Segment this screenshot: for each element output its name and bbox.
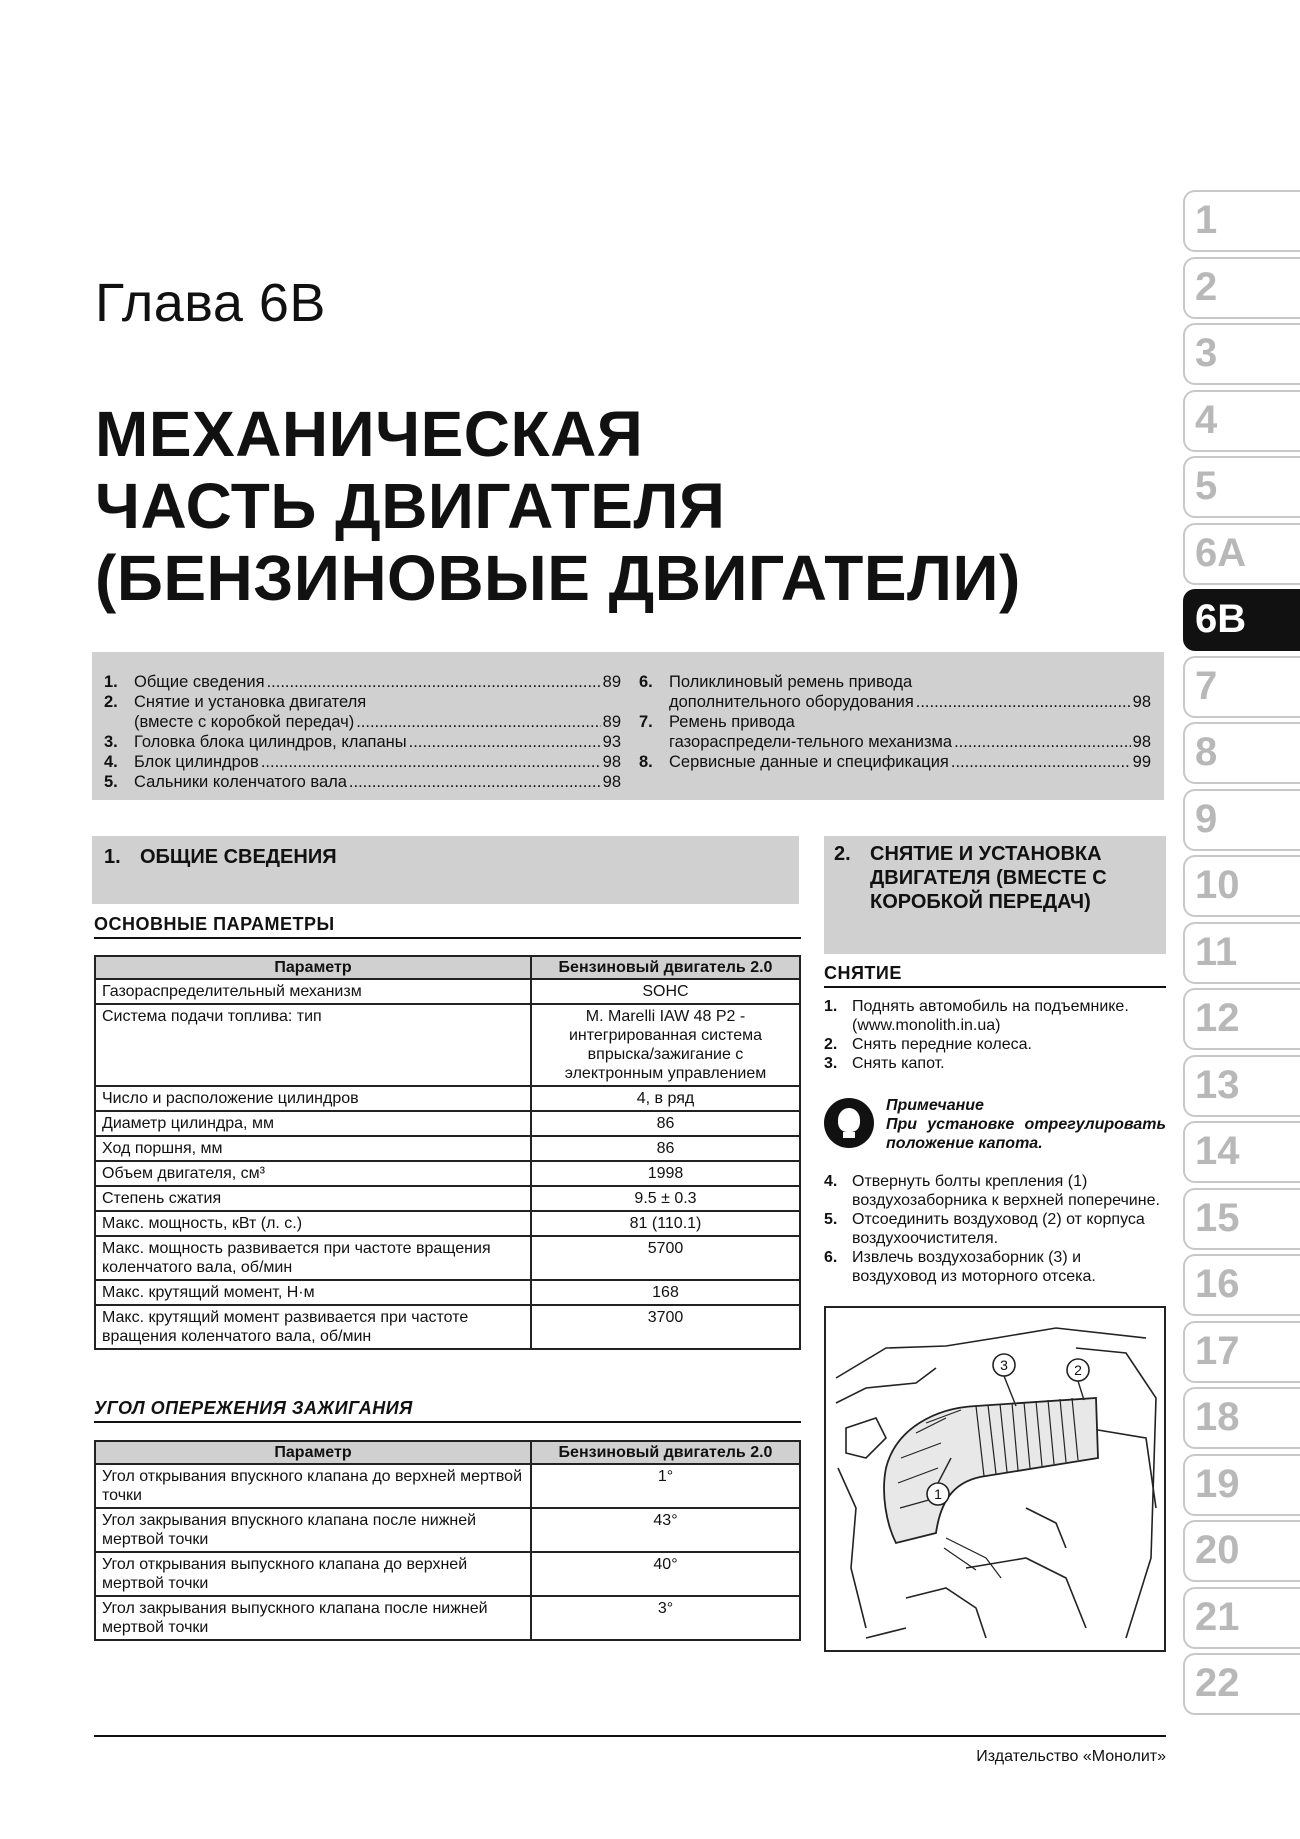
param-name-cell: Угол открывания впускного клапана до верхней мертвой точки [95,1464,531,1508]
step-number: 3. [824,1055,838,1072]
toc-item-title: Блок цилиндров [134,753,259,771]
ignition-heading: УГОЛ ОПЕРЕЖЕНИЯ ЗАЖИГАНИЯ [94,1398,801,1423]
param-name-cell: Угол закрывания впускного клапана после нижней мертвой точки [95,1508,531,1552]
toc-leader [267,672,601,692]
chapter-tab[interactable]: 21 [1183,1587,1300,1649]
steps-list [824,997,1166,1073]
title-line: ЧАСТЬ ДВИГАТЕЛЯ [95,470,726,542]
step-item [824,1054,1166,1073]
param-value-cell: 9.5 ± 0.3 [531,1186,800,1211]
steps-list [824,1172,1166,1286]
toc-item[interactable] [639,732,1151,752]
step-item [824,997,1166,1035]
chapter-tab[interactable]: 5 [1183,456,1300,518]
table-row [95,1464,800,1508]
toc-item[interactable] [104,732,621,752]
toc-item[interactable] [104,752,621,772]
chapter-tab[interactable]: 8 [1183,722,1300,784]
table-row [95,1086,800,1111]
table-row [95,1305,800,1349]
table-row [95,979,800,1004]
param-value-cell: 81 (110.1) [531,1211,800,1236]
table-row [95,1186,800,1211]
param-value-cell: 5700 [531,1236,800,1280]
engine-figure [824,1306,1166,1652]
toc-item-page: 89 [602,713,621,731]
step-text: Снять передние колеса. [852,1036,1032,1053]
toc-item-title: Сервисные данные и спецификация [669,753,949,771]
note-label: Примечание [886,1097,984,1114]
table-row [95,1236,800,1280]
step-text: Отсоединить воздуховод (2) от корпуса воздухоочистителя. [852,1211,1145,1247]
column-header: Параметр [95,1441,531,1464]
chapter-tab[interactable]: 22 [1183,1653,1300,1715]
note-text [886,1096,1166,1153]
toc-item-title: (вместе с коробкой передач) [134,713,355,731]
toc-item-page: 98 [602,773,621,791]
lightbulb-icon [824,1098,874,1148]
table-row [95,1004,800,1086]
toc-item-page: 93 [602,733,621,751]
section-title: ОБЩИЕ СВЕДЕНИЯ [140,846,337,868]
param-value-cell: 4, в ряд [531,1086,800,1111]
toc-item[interactable] [104,772,621,792]
toc-item-number: 6. [639,673,653,691]
toc-item-title: газораспредели-тельного механизма [669,733,953,751]
toc-leader [356,712,600,732]
step-text: Извлечь воздухозаборник (3) и воздуховод из моторного отсека. [852,1249,1096,1285]
callout-2: 2 [1074,1362,1082,1378]
step-text: Отвернуть болты крепления (1) воздухозаборника к верхней поперечине. [852,1173,1160,1209]
param-value-cell: 40° [531,1552,800,1596]
chapter-tab[interactable]: 15 [1183,1188,1300,1250]
toc-item-page: 99 [1132,753,1151,771]
param-value-cell: M. Marelli IAW 48 P2 - интегрированная система впрыска/зажигание с электронным управлением [531,1004,800,1086]
table-row [95,1280,800,1305]
toc-item-page: 98 [1132,733,1151,751]
toc-item-page: 98 [602,753,621,771]
param-name-cell: Система подачи топлива: тип [95,1004,531,1086]
step-number: 6. [824,1249,838,1266]
note-block [824,1096,1166,1154]
chapter-tab[interactable]: 18 [1183,1387,1300,1449]
chapter-tab[interactable]: 2 [1183,257,1300,319]
toc-item-number: 2. [104,693,118,711]
toc-item-title: Снятие и установка двигателя [134,693,367,711]
toc-item-title: Головка блока цилиндров, клапаны [134,733,407,751]
toc-item-page: 89 [602,673,621,691]
table-row [95,1136,800,1161]
param-name-cell: Угол открывания выпускного клапана до верхней мертвой точки [95,1552,531,1596]
toc-item-number: 8. [639,753,653,771]
step-item [824,1035,1166,1054]
toc-leader [349,772,601,792]
chapter-label: Глава 6В [95,273,326,333]
step-text: Поднять автомобиль на подъемнике. (www.monolith.in.ua) [852,998,1129,1034]
step-number: 2. [824,1036,838,1053]
toc-leader [951,752,1131,772]
toc-item-number: 5. [104,773,118,791]
chapter-tabs [1183,190,1300,1720]
callout-1: 1 [934,1486,942,1502]
toc-item-number: 4. [104,753,118,771]
chapter-tab[interactable]: 1 [1183,190,1300,252]
toc-item-title: дополнительного оборудования [669,693,914,711]
footer-divider [94,1735,1166,1737]
table-of-contents [92,652,1164,800]
toc-item-number: 1. [104,673,118,691]
param-value-cell: 86 [531,1136,800,1161]
param-value-cell: 1998 [531,1161,800,1186]
chapter-tab[interactable]: 4 [1183,390,1300,452]
step-number: 5. [824,1211,838,1228]
toc-leader [409,732,601,752]
table-row [95,1552,800,1596]
section-1-header [92,836,799,904]
param-name-cell: Число и расположение цилиндров [95,1086,531,1111]
chapter-tab[interactable]: 12 [1183,988,1300,1050]
toc-item[interactable] [639,752,1151,772]
toc-item[interactable] [104,712,621,732]
chapter-tab[interactable]: 9 [1183,789,1300,851]
table-row [95,1161,800,1186]
chapter-tab[interactable]: 19 [1183,1454,1300,1516]
toc-item-title: Поликлиновый ремень привода [669,673,913,691]
chapter-tab[interactable]: 20 [1183,1520,1300,1582]
column-header: Бензиновый двигатель 2.0 [531,956,800,979]
param-name-cell: Макс. мощность развивается при частоте вращения коленчатого вала, об/мин [95,1236,531,1280]
param-value-cell: 3° [531,1596,800,1640]
chapter-tab[interactable]: 11 [1183,922,1300,984]
toc-item-page: 98 [1132,693,1151,711]
step-number: 1. [824,998,838,1015]
toc-item[interactable] [639,712,1151,732]
step-item [824,1248,1166,1286]
title-line: МЕХАНИЧЕСКАЯ [95,398,644,470]
toc-item-title: Сальники коленчатого вала [134,773,347,791]
param-name-cell: Газораспределительный механизм [95,979,531,1004]
chapter-tab[interactable]: 14 [1183,1121,1300,1183]
table-row [95,1211,800,1236]
section-title: СНЯТИЕ И УСТАНОВКА ДВИГАТЕЛЯ (ВМЕСТЕ С КОРОБКОЙ ПЕРЕДАЧ) [870,843,1107,913]
page-title [95,398,1021,614]
basic-params-heading: ОСНОВНЫЕ ПАРАМЕТРЫ [94,914,801,939]
toc-item-title: Ремень привода [669,713,795,731]
engine-illustration [826,1308,1164,1650]
note-body: При установке отрегулировать положение капота. [886,1116,1166,1152]
table-row [95,1111,800,1136]
param-value-cell: 3700 [531,1305,800,1349]
table-row [95,1596,800,1640]
title-line: (БЕНЗИНОВЫЕ ДВИГАТЕЛИ) [95,542,1021,614]
toc-leader [261,752,601,772]
param-name-cell: Макс. крутящий момент развивается при частоте вращения коленчатого вала, об/мин [95,1305,531,1349]
column-header: Параметр [95,956,531,979]
step-item [824,1172,1166,1210]
param-value-cell: 86 [531,1111,800,1136]
table-row [95,1508,800,1552]
chapter-tab[interactable]: 7 [1183,656,1300,718]
chapter-tab[interactable]: 16 [1183,1254,1300,1316]
param-name-cell: Макс. мощность, кВт (л. с.) [95,1211,531,1236]
param-name-cell: Ход поршня, мм [95,1136,531,1161]
chapter-tab[interactable]: 6A [1183,523,1300,585]
param-name-cell: Угол закрывания выпускного клапана после нижней мертвой точки [95,1596,531,1640]
toc-item[interactable] [639,692,1151,712]
toc-item-number: 7. [639,713,653,731]
toc-leader [954,732,1131,752]
chapter-tab[interactable]: 3 [1183,323,1300,385]
param-value-cell: 168 [531,1280,800,1305]
chapter-tab[interactable]: 17 [1183,1321,1300,1383]
toc-left-column [104,672,621,792]
step-text: Снять капот. [852,1055,945,1072]
param-value-cell: SOHC [531,979,800,1004]
toc-leader [916,692,1131,712]
chapter-tab[interactable]: 6B [1183,589,1300,651]
param-name-cell: Диаметр цилиндра, мм [95,1111,531,1136]
chapter-tab[interactable]: 13 [1183,1055,1300,1117]
step-item [824,1210,1166,1248]
param-name-cell: Макс. крутящий момент, Н·м [95,1280,531,1305]
toc-item[interactable] [104,692,621,712]
toc-item[interactable] [639,672,1151,692]
param-name-cell: Объем двигателя, см³ [95,1161,531,1186]
toc-item[interactable] [104,672,621,692]
toc-item-number: 3. [104,733,118,751]
toc-right-column [639,672,1151,772]
callout-3: 3 [1000,1357,1008,1373]
section-number: 2. [834,843,851,865]
ignition-table [94,1440,801,1641]
column-header: Бензиновый двигатель 2.0 [531,1441,800,1464]
section-number: 1. [104,846,121,868]
param-value-cell: 1° [531,1464,800,1508]
param-name-cell: Степень сжатия [95,1186,531,1211]
param-value-cell: 43° [531,1508,800,1552]
publisher-credit: Издательство «Монолит» [976,1748,1166,1765]
params-table [94,955,801,1350]
step-number: 4. [824,1173,838,1190]
chapter-tab[interactable]: 10 [1183,855,1300,917]
removal-heading: СНЯТИЕ [824,963,1166,988]
section-2-header [824,836,1166,954]
toc-item-title: Общие сведения [134,673,265,691]
